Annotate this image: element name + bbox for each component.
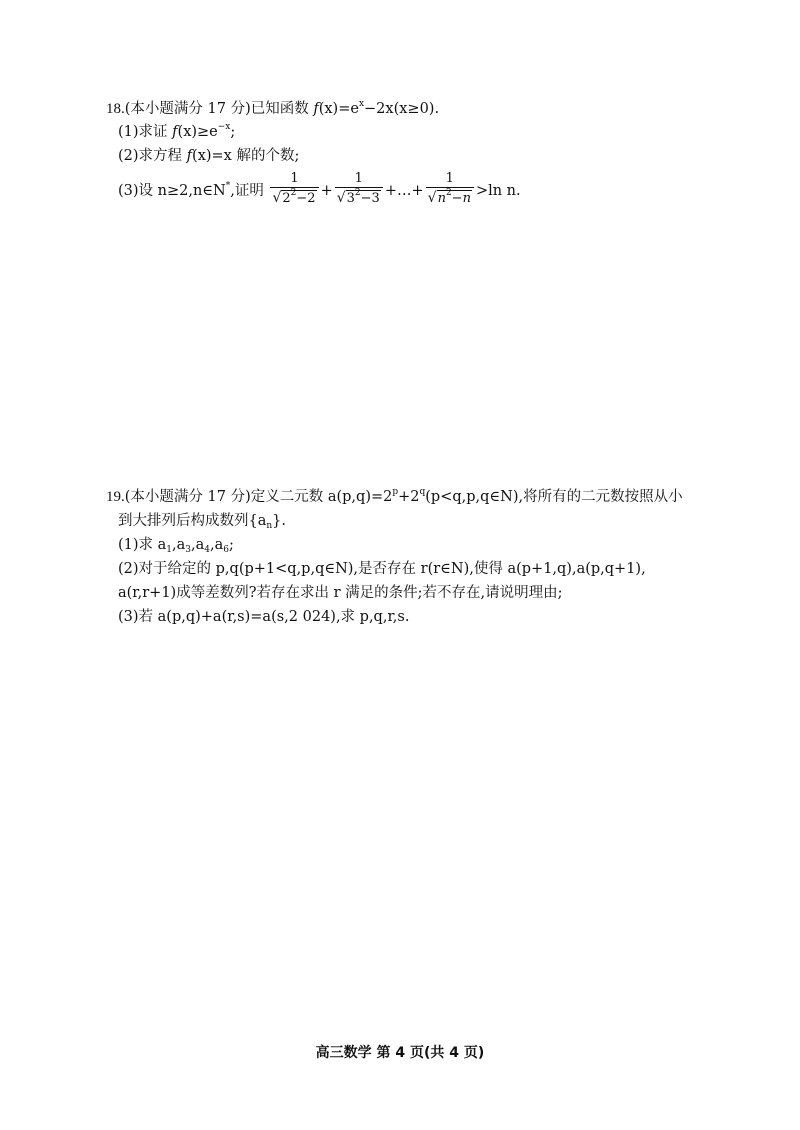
sqrt-symbol: $√3^2-3$ — [336, 188, 380, 206]
remainder: −2 — [296, 191, 316, 206]
problem-19-part-3: (3)若 a(p,q)+a(r,s)=a(s,2 024),求 p,q,r,s. — [118, 609, 410, 625]
subscript: 4 — [204, 545, 211, 555]
exponent-q: q — [419, 487, 426, 497]
prove-label: ,证明 — [230, 183, 264, 199]
fraction-denominator — [335, 187, 383, 207]
part-1-label: (1)求证 — [118, 124, 173, 140]
subscript: 1 — [166, 545, 173, 555]
problem-19-part-2-line-2: a(r,r+1)成等差数列?若存在求出 r 满足的条件;若不存在,请说明理由; — [118, 585, 563, 601]
function-f: f — [313, 101, 319, 117]
problem-19-number: 19. — [106, 489, 125, 505]
fraction-numerator: 1 — [290, 171, 299, 186]
problem-19-part-2-line-1: (2)对于给定的 p,q(p+1<q,p,q∈N),是否存在 r(r∈N),使得 a(p+1,q),a(p,q+1), — [118, 561, 646, 577]
fraction-3 — [426, 171, 474, 207]
fraction-numerator: 1 — [354, 171, 363, 186]
remainder: −n — [451, 191, 471, 206]
separator: ,a — [172, 537, 186, 553]
fraction-denominator — [270, 187, 318, 207]
subscript-n: n — [266, 521, 273, 531]
separator: ,a — [191, 537, 205, 553]
function-def-part: (x)=e — [318, 101, 359, 117]
fraction-1 — [270, 171, 318, 207]
base: 2 — [282, 191, 291, 206]
punctuation: }. — [272, 513, 287, 529]
inequality-rhs: >ln n. — [475, 183, 521, 199]
page-footer: 高三数学 第 4 页(共 4 页) — [315, 1045, 485, 1061]
problem-18-part-1 — [118, 122, 235, 142]
exponent-p: p — [392, 487, 399, 497]
function-f: f — [172, 124, 178, 140]
part-1-label: (1)求 a — [118, 537, 167, 553]
base: 3 — [346, 191, 355, 206]
ellipsis: +…+ — [384, 183, 424, 199]
exponent: 2 — [290, 188, 297, 198]
separator: ,a — [210, 537, 224, 553]
problem-18-part-3 — [118, 171, 521, 211]
problem-18-number: 18. — [106, 101, 125, 117]
plus-two: +2 — [398, 489, 420, 505]
problem-19-header — [106, 487, 683, 507]
exponent: 2 — [354, 188, 361, 198]
equation-text: (x)=x — [192, 148, 232, 164]
exponent: 2 — [445, 188, 452, 198]
part-2-label: (2)求方程 — [118, 148, 187, 164]
subscript: 6 — [223, 545, 230, 555]
sqrt-symbol: $√2^2-2$ — [272, 188, 316, 206]
punctuation: ; — [230, 124, 236, 140]
exponent-x: x — [358, 99, 365, 109]
plus-sign: + — [320, 183, 333, 199]
subscript: 3 — [185, 545, 192, 555]
problem-18-part-2 — [118, 146, 299, 166]
problem-18-header — [106, 99, 439, 119]
punctuation: ; — [229, 537, 234, 553]
function-def-rest: −2x(x≥0). — [364, 101, 440, 117]
part-2-question: 解的个数; — [231, 148, 300, 164]
inequality-text: (x)≥e — [177, 124, 218, 140]
function-f: f — [186, 148, 193, 164]
fraction-denominator — [426, 187, 474, 207]
remainder: −3 — [360, 191, 380, 206]
sqrt-symbol: $√n^2-n$ — [427, 188, 471, 206]
fraction-2 — [335, 171, 383, 207]
naturals-star: * — [225, 181, 231, 191]
exponent-neg-x: −x — [217, 122, 231, 132]
sequence-intro: 到大排列后构成数列{a — [118, 513, 267, 529]
fraction-numerator: 1 — [445, 171, 454, 186]
problem-18-intro: (本小题满分 17 分)已知函数 — [124, 101, 314, 117]
base: n — [437, 191, 446, 206]
problem-19-intro: (本小题满分 17 分)定义二元数 a(p,q)=2 — [124, 489, 393, 505]
problem-19-part-1 — [118, 535, 234, 555]
part-3-label: (3)设 n≥2,n∈N — [118, 183, 226, 199]
problem-19-intro-end: (p<q,p,q∈N),将所有的二元数按照从小 — [425, 489, 683, 505]
problem-19-line-2 — [118, 511, 286, 531]
